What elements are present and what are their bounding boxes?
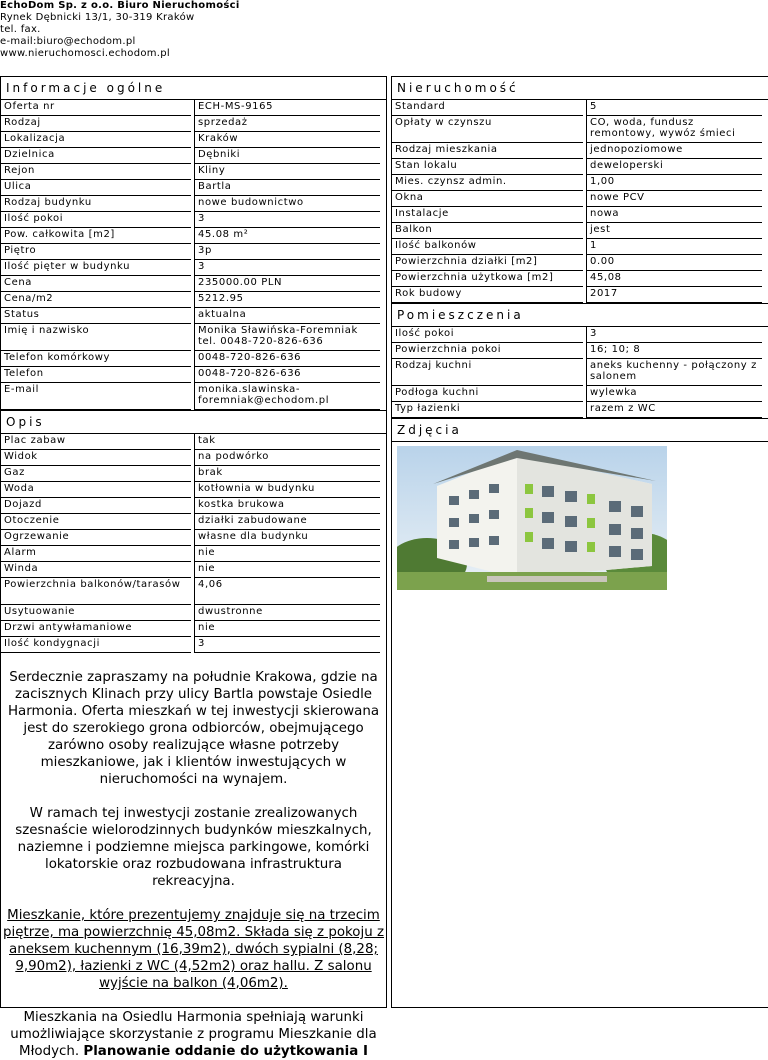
feature-value: nie [194, 562, 380, 578]
general-info-value: Dębniki [194, 148, 380, 164]
property-label: Powierzchnia działki [m2] [392, 255, 583, 271]
general-info-value: Monika Sławińska-Foremniak tel. 0048-720-826-636 [194, 324, 380, 351]
property-label: Powierzchnia użytkowa [m2] [392, 271, 583, 287]
feature-value: dwustronne [194, 605, 380, 621]
general-info-label: Imię i nazwisko [1, 324, 191, 351]
property-label: Rodzaj mieszkania [392, 143, 583, 159]
photo-container [392, 442, 768, 590]
description-paragraph: Mieszkanie, które prezentujemy znajduje się na trzecim piętrze, ma powierzchnię 45,08m2. Składa się z pokoju z aneksem kuchennym (16,39m2), dwóch sypialni (8,28; 9,90m2), łazienki z WC (4,52m2) oraz hallu. Z salonu wyjście na balkon (4,06m2). [3, 908, 384, 991]
property-row [392, 143, 762, 159]
description-heading: Opis [1, 410, 386, 434]
feature-value: działki zabudowane [194, 514, 380, 530]
feature-label: Gaz [1, 466, 191, 482]
feature-row [1, 637, 380, 653]
property-value: 1,00 [586, 175, 762, 191]
room-row [392, 386, 762, 402]
property-label: Opłaty w czynszu [392, 116, 583, 143]
general-info-row [1, 116, 380, 132]
building-photo[interactable] [397, 446, 667, 590]
property-label: Rok budowy [392, 287, 583, 303]
description-paragraph: Serdecznie zapraszamy na południe Krakowa, gdzie na zacisznych Klinach przy ulicy Bartla powstaje Osiedle Harmonia. Oferta mieszkań w tej inwestycji skierowana jest do szerokiego grona odbiorców, obejmującego zarówno osoby realizujące własne potrzeby mieszkaniowe, jak i klientów inwestujących w nieruchomości na wynajem. [7, 670, 380, 787]
agency-phone: tel. fax. [0, 24, 41, 35]
feature-row [1, 514, 380, 530]
property-label: Standard [392, 100, 583, 116]
feature-row [1, 498, 380, 514]
general-info-value: ECH-MS-9165 [194, 100, 380, 116]
property-row [392, 100, 762, 116]
general-info-row [1, 100, 380, 116]
general-info-row [1, 351, 380, 367]
feature-value: nie [194, 621, 380, 637]
general-info-row [1, 148, 380, 164]
general-info-value: nowe budownictwo [194, 196, 380, 212]
property-heading: Nieruchomość [392, 77, 768, 100]
feature-label: Alarm [1, 546, 191, 562]
property-value: 0.00 [586, 255, 762, 271]
property-row [392, 239, 762, 255]
general-info-value: 0048-720-826-636 [194, 367, 380, 383]
room-value: aneks kuchenny - połączony z salonem [586, 359, 762, 386]
agency-name: EchoDom Sp. z o.o. Biuro Nieruchomości [0, 0, 240, 11]
feature-row [1, 482, 380, 498]
description-text-bold: Planowanie oddanie do użytkowania I [83, 1044, 368, 1059]
general-info-value: sprzedaż [194, 116, 380, 132]
general-info-table [0, 100, 383, 410]
description-text-normal: Mieszkania na Osiedlu Harmonia spełniają warunki umożliwiające skorzystanie z programu Mieszkanie dla Młodych. [10, 1010, 377, 1059]
general-info-row [1, 383, 380, 410]
property-value: CO, woda, fundusz remontowy, wywóz śmieci [586, 116, 762, 143]
agency-address: Rynek Dębnicki 13/1, 30-319 Kraków [0, 12, 195, 23]
rooms-table [389, 327, 765, 418]
general-info-label: Status [1, 308, 191, 324]
property-value: 1 [586, 239, 762, 255]
photos-heading: Zdjęcia [392, 418, 768, 442]
property-label: Ilość balkonów [392, 239, 583, 255]
general-info-value: monika.slawinska-foremniak@echodom.pl [194, 383, 380, 410]
feature-label: Woda [1, 482, 191, 498]
feature-row [1, 621, 380, 637]
room-row [392, 402, 762, 418]
general-info-label: Ulica [1, 180, 191, 196]
general-info-row [1, 164, 380, 180]
feature-value: brak [194, 466, 380, 482]
general-info-label: Telefon [1, 367, 191, 383]
property-table [389, 100, 765, 303]
general-info-value: Kliny [194, 164, 380, 180]
general-info-value: Kraków [194, 132, 380, 148]
general-info-value: Bartla [194, 180, 380, 196]
general-info-row [1, 212, 380, 228]
property-row [392, 223, 762, 239]
general-info-label: Cena [1, 276, 191, 292]
general-info-row [1, 292, 380, 308]
feature-label: Ogrzewanie [1, 530, 191, 546]
feature-label: Winda [1, 562, 191, 578]
feature-row [1, 530, 380, 546]
room-row [392, 343, 762, 359]
general-info-row [1, 180, 380, 196]
feature-value: 4,06 [194, 578, 380, 605]
feature-row [1, 562, 380, 578]
description-features-table [0, 434, 383, 653]
room-label: Rodzaj kuchni [392, 359, 583, 386]
general-info-label: Oferta nr [1, 100, 191, 116]
feature-row [1, 450, 380, 466]
general-info-label: Rodzaj budynku [1, 196, 191, 212]
feature-label: Plac zabaw [1, 434, 191, 450]
general-info-value: aktualna [194, 308, 380, 324]
general-info-row [1, 244, 380, 260]
general-info-value: 0048-720-826-636 [194, 351, 380, 367]
feature-value: tak [194, 434, 380, 450]
room-row [392, 359, 762, 386]
room-value: wylewka [586, 386, 762, 402]
feature-row [1, 546, 380, 562]
room-label: Typ łazienki [392, 402, 583, 418]
property-value: jednopoziomowe [586, 143, 762, 159]
general-info-label: Ilość pięter w budynku [1, 260, 191, 276]
right-column [391, 76, 768, 1008]
feature-label: Widok [1, 450, 191, 466]
property-value: nowe PCV [586, 191, 762, 207]
general-info-row [1, 276, 380, 292]
description-paragraph: W ramach tej inwestycji zostanie zrealizowanych szesnaście wielorodzinnych budynków mieszkalnych, naziemne i podziemne miejsca parkingowe, komórki lokatorskie oraz rozbudowana infrastruktura rekreacyjna. [15, 806, 372, 889]
general-info-label: Rodzaj [1, 116, 191, 132]
property-label: Instalacje [392, 207, 583, 223]
property-row [392, 175, 762, 191]
property-row [392, 271, 762, 287]
property-value: 2017 [586, 287, 762, 303]
general-info-row [1, 132, 380, 148]
property-row [392, 116, 762, 143]
general-info-row [1, 196, 380, 212]
general-info-label: Piętro [1, 244, 191, 260]
general-info-label: Lokalizacja [1, 132, 191, 148]
room-label: Powierzchnia pokoi [392, 343, 583, 359]
feature-row [1, 466, 380, 482]
general-info-label: Dzielnica [1, 148, 191, 164]
description-paragraph [3, 1009, 384, 1060]
general-info-value: 5212.95 [194, 292, 380, 308]
property-value: nowa [586, 207, 762, 223]
property-value: 5 [586, 100, 762, 116]
room-value: 16; 10; 8 [586, 343, 762, 359]
general-info-value: 3 [194, 260, 380, 276]
general-info-row [1, 324, 380, 351]
general-info-label: Rejon [1, 164, 191, 180]
general-info-row [1, 260, 380, 276]
property-row [392, 159, 762, 175]
property-row [392, 207, 762, 223]
feature-value: własne dla budynku [194, 530, 380, 546]
feature-label: Powierzchnia balkonów/tarasów [1, 578, 191, 605]
property-label: Mies. czynsz admin. [392, 175, 583, 191]
feature-value: na podwórko [194, 450, 380, 466]
room-value: razem z WC [586, 402, 762, 418]
feature-value: kotłownia w budynku [194, 482, 380, 498]
feature-value: nie [194, 546, 380, 562]
description-text [1, 669, 386, 1060]
agency-header [0, 0, 240, 60]
room-value: 3 [586, 327, 762, 343]
general-info-row [1, 308, 380, 324]
general-info-row [1, 367, 380, 383]
general-info-label: Ilość pokoi [1, 212, 191, 228]
general-info-value: 45.08 m² [194, 228, 380, 244]
feature-label: Otoczenie [1, 514, 191, 530]
property-value: jest [586, 223, 762, 239]
general-info-heading: Informacje ogólne [1, 77, 386, 100]
general-info-value: 3p [194, 244, 380, 260]
room-label: Podłoga kuchni [392, 386, 583, 402]
general-info-label: Pow. całkowita [m2] [1, 228, 191, 244]
rooms-heading: Pomieszczenia [392, 303, 768, 327]
agency-website: www.nieruchomosci.echodom.pl [0, 48, 171, 59]
feature-label: Drzwi antywłamaniowe [1, 621, 191, 637]
property-value: 45,08 [586, 271, 762, 287]
property-value: deweloperski [586, 159, 762, 175]
property-row [392, 255, 762, 271]
general-info-row [1, 228, 380, 244]
feature-row [1, 434, 380, 450]
property-label: Okna [392, 191, 583, 207]
property-label: Stan lokalu [392, 159, 583, 175]
general-info-label: Cena/m2 [1, 292, 191, 308]
feature-row [1, 605, 380, 621]
general-info-label: Telefon komórkowy [1, 351, 191, 367]
property-row [392, 287, 762, 303]
feature-label: Dojazd [1, 498, 191, 514]
feature-label: Ilość kondygnacji [1, 637, 191, 653]
room-label: Ilość pokoi [392, 327, 583, 343]
general-info-value: 3 [194, 212, 380, 228]
feature-label: Usytuowanie [1, 605, 191, 621]
feature-value: kostka brukowa [194, 498, 380, 514]
agency-email: e-mail:biuro@echodom.pl [0, 36, 136, 47]
feature-row [1, 578, 380, 605]
property-row [392, 191, 762, 207]
room-row [392, 327, 762, 343]
general-info-value: 235000.00 PLN [194, 276, 380, 292]
general-info-label: E-mail [1, 383, 191, 410]
feature-value: 3 [194, 637, 380, 653]
left-column [0, 76, 387, 1059]
property-label: Balkon [392, 223, 583, 239]
